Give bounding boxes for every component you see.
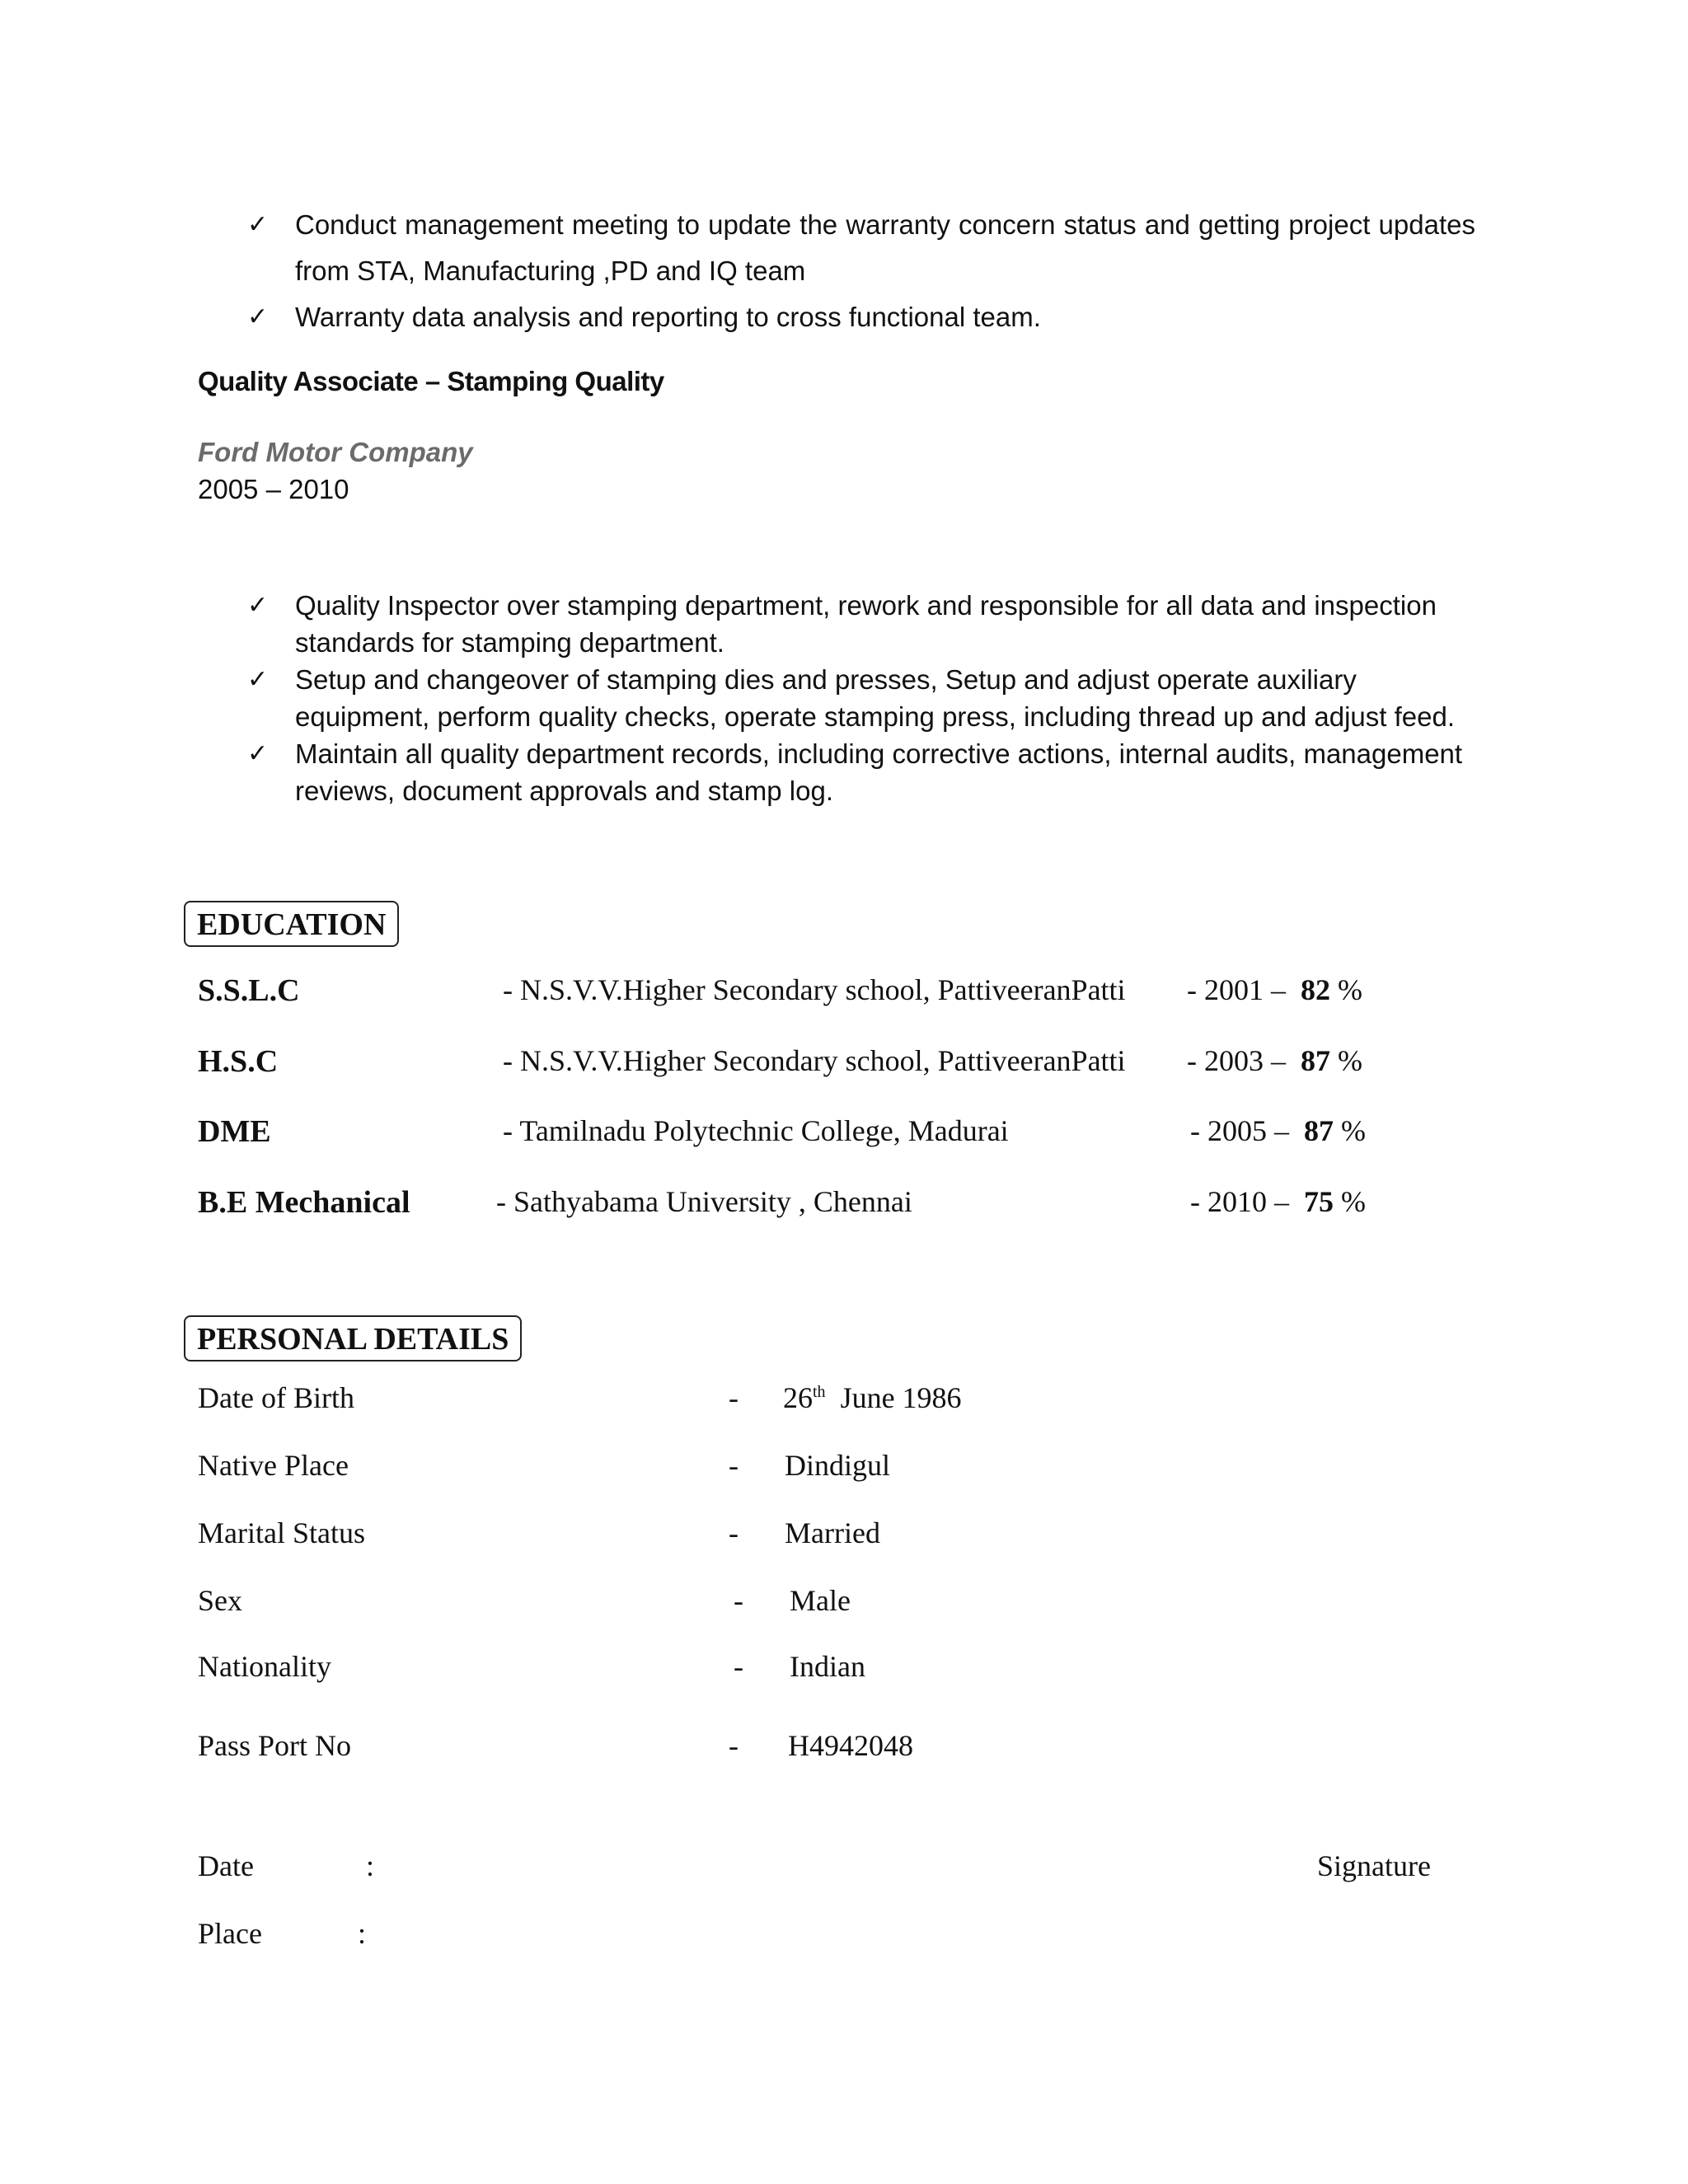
- institution: - Sathyabama University , Chennai: [496, 1185, 912, 1218]
- check-mark-icon: ✓: [247, 739, 269, 768]
- field-label: Pass Port No: [198, 1729, 352, 1762]
- role-title: Quality Associate – Stamping Quality: [198, 366, 664, 396]
- personal-details-heading: PERSONAL DETAILS: [184, 1315, 522, 1361]
- separator: -: [729, 1729, 738, 1762]
- field-value: Indian: [790, 1650, 865, 1683]
- institution: - Tamilnadu Polytechnic College, Madurai: [503, 1114, 1009, 1147]
- education-row: [198, 1043, 1484, 1085]
- education-heading: EDUCATION: [184, 901, 399, 947]
- education-row: [198, 972, 1484, 1014]
- personal-row: [198, 1516, 1187, 1557]
- warranty-bullet-list: [247, 202, 1475, 340]
- check-mark-icon: ✓: [247, 302, 269, 331]
- date-colon: :: [366, 1849, 375, 1882]
- degree: DME: [198, 1114, 271, 1149]
- field-value: Dindigul: [785, 1449, 891, 1482]
- field-label: Marital Status: [198, 1516, 365, 1549]
- separator: -: [734, 1650, 743, 1683]
- ford-bullet-list: [247, 587, 1475, 809]
- field-value: H4942048: [788, 1729, 913, 1762]
- year-score: - 2005 – 87 %: [1190, 1114, 1366, 1147]
- field-label: Nationality: [198, 1650, 331, 1683]
- field-label: Native Place: [198, 1449, 349, 1482]
- field-value: Male: [790, 1584, 851, 1617]
- signature-label: Signature: [1317, 1849, 1431, 1882]
- date-label: Date: [198, 1849, 254, 1882]
- personal-row: [198, 1649, 1187, 1690]
- list-item: ✓ Conduct management meeting to update the warranty concern status and getting project updates from STA, Manufacturing ,PD and IQ team: [247, 202, 1475, 294]
- check-mark-icon: ✓: [247, 591, 269, 620]
- list-item: ✓ Quality Inspector over stamping department, rework and responsible for all data and inspection standards for stamping department.: [247, 587, 1475, 661]
- education-row: [198, 1113, 1484, 1155]
- field-value: Married: [785, 1516, 880, 1549]
- separator: -: [729, 1449, 738, 1482]
- check-mark-icon: ✓: [247, 665, 269, 694]
- field-label: Date of Birth: [198, 1381, 354, 1414]
- place-label: Place: [198, 1917, 262, 1950]
- list-item: ✓ Warranty data analysis and reporting to cross functional team.: [247, 294, 1475, 340]
- separator: -: [729, 1516, 738, 1549]
- personal-row: [198, 1728, 1187, 1769]
- personal-row: [198, 1448, 1187, 1489]
- education-row: [198, 1184, 1484, 1226]
- year-score: - 2010 – 75 %: [1190, 1185, 1366, 1218]
- employment-period: 2005 – 2010: [198, 474, 349, 504]
- list-item: ✓ Maintain all quality department records, including corrective actions, internal audits, management reviews, document approvals and stamp log.: [247, 735, 1475, 809]
- degree: H.S.C: [198, 1044, 279, 1079]
- year-score: - 2003 – 87 %: [1187, 1044, 1362, 1077]
- degree: S.S.L.C: [198, 973, 300, 1008]
- company-name: Ford Motor Company: [198, 437, 473, 467]
- field-value: 26th June 1986: [783, 1381, 962, 1414]
- year-score: - 2001 – 82 %: [1187, 973, 1362, 1006]
- field-label: Sex: [198, 1584, 242, 1617]
- personal-row: [198, 1583, 1187, 1624]
- list-item: ✓ Setup and changeover of stamping dies and presses, Setup and adjust operate auxiliary equipment, perform quality checks, operate stamping press, including thread up and adjust feed.: [247, 661, 1475, 735]
- check-mark-icon: ✓: [247, 210, 269, 239]
- separator: -: [734, 1584, 743, 1617]
- institution: - N.S.V.V.Higher Secondary school, PattiveeranPatti: [503, 973, 1126, 1006]
- place-colon: :: [358, 1917, 367, 1950]
- degree: B.E Mechanical: [198, 1185, 410, 1220]
- institution: - N.S.V.V.Higher Secondary school, PattiveeranPatti: [503, 1044, 1126, 1077]
- personal-row-dob: [198, 1380, 1187, 1422]
- separator: -: [729, 1381, 738, 1414]
